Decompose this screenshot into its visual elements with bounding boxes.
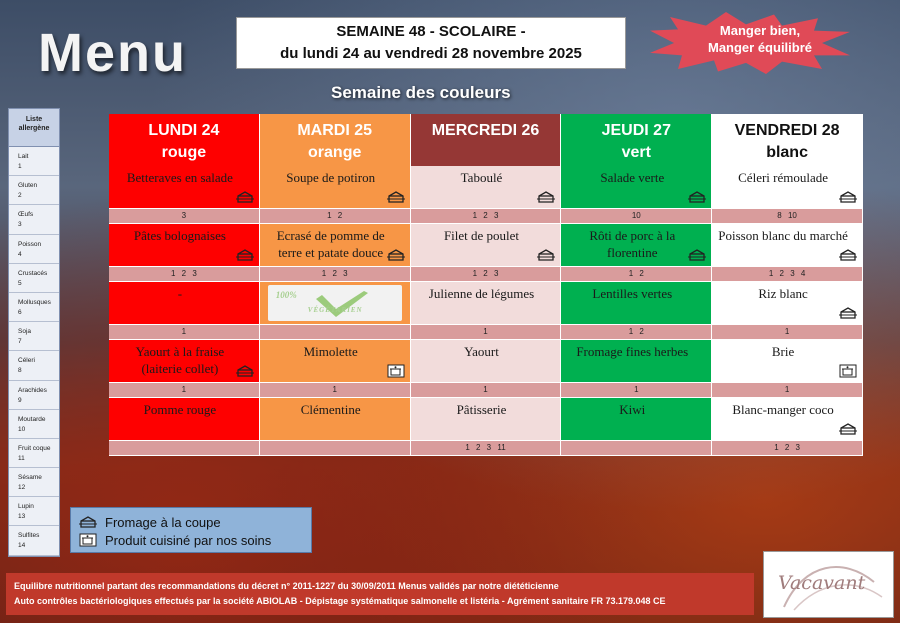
allergen-code-row bbox=[109, 266, 863, 282]
allergen-item bbox=[9, 322, 59, 351]
allergen-number: 3 bbox=[18, 221, 22, 229]
day-color-name: rouge bbox=[161, 144, 207, 161]
allergen-item bbox=[9, 147, 59, 176]
allergen-name: Moutarde bbox=[18, 415, 46, 423]
allergen-list-header bbox=[9, 109, 59, 147]
allergen-codes: 10 bbox=[561, 209, 712, 223]
allergen-number: 4 bbox=[18, 250, 22, 258]
cheese-cut-icon bbox=[387, 190, 405, 204]
day-header-3 bbox=[411, 114, 562, 166]
allergen-codes: 8 10 bbox=[712, 209, 863, 223]
day-header-2 bbox=[260, 114, 411, 166]
dish-name: Pâtisserie bbox=[456, 402, 507, 417]
allergen-codes bbox=[109, 441, 260, 455]
homemade-pot-icon bbox=[79, 533, 97, 547]
dish-row bbox=[109, 398, 863, 440]
week-info-box bbox=[236, 17, 626, 69]
allergen-number: 6 bbox=[18, 308, 22, 316]
dish-name: Kiwi bbox=[619, 402, 646, 417]
slogan-line-1: Manger bien, bbox=[719, 23, 801, 38]
allergen-codes: 3 bbox=[109, 209, 260, 223]
dish-cell bbox=[561, 166, 712, 208]
allergen-number: 13 bbox=[18, 513, 26, 521]
dish-cell bbox=[561, 340, 712, 382]
allergen-number: 8 bbox=[18, 367, 22, 375]
allergen-number: 5 bbox=[18, 279, 22, 287]
dish-cell bbox=[411, 166, 562, 208]
dish-name: Lentilles vertes bbox=[592, 286, 673, 301]
allergen-codes: 1 2 3 bbox=[260, 267, 411, 281]
dish-cell bbox=[712, 340, 863, 382]
day-name: MERCREDI 26 bbox=[431, 122, 540, 139]
allergen-code-row bbox=[109, 208, 863, 224]
cheese-cut-icon bbox=[236, 190, 254, 204]
allergen-codes: 1 2 bbox=[561, 325, 712, 339]
cheese-cut-icon bbox=[537, 190, 555, 204]
day-header-5 bbox=[712, 114, 863, 166]
dish-name: Riz blanc bbox=[758, 286, 808, 301]
allergen-name: Lupin bbox=[18, 503, 34, 511]
vegetarian-badge bbox=[268, 285, 402, 321]
dish-cell bbox=[411, 224, 562, 266]
legend-row-cut bbox=[79, 513, 303, 531]
allergen-name: Sulfites bbox=[18, 532, 40, 540]
cheese-cut-icon bbox=[236, 364, 254, 378]
allergen-codes: 1 2 3 bbox=[109, 267, 260, 281]
dish-name: Yaourt bbox=[464, 344, 499, 359]
allergen-codes: 1 2 3 bbox=[411, 209, 562, 223]
allergen-code-row bbox=[109, 440, 863, 456]
dish-name: - bbox=[177, 286, 183, 301]
allergen-codes: 1 bbox=[411, 325, 562, 339]
dish-name: Betteraves en salade bbox=[126, 170, 233, 185]
vegetarian-percent: 100% bbox=[275, 290, 297, 300]
dish-cell bbox=[260, 166, 411, 208]
dish-name: Clémentine bbox=[300, 402, 361, 417]
legend-homemade-label: Produit cuisiné par nos soins bbox=[105, 532, 272, 548]
cheese-cut-icon bbox=[236, 248, 254, 262]
allergen-item bbox=[9, 439, 59, 468]
week-dates: du lundi 24 au vendredi 28 novembre 2025 bbox=[280, 45, 582, 62]
cheese-cut-icon bbox=[387, 248, 405, 262]
allergen-item bbox=[9, 410, 59, 439]
cheese-cut-icon bbox=[79, 515, 97, 529]
allergen-codes: 1 2 bbox=[561, 267, 712, 281]
allergen-name: Sésame bbox=[18, 474, 42, 482]
cheese-cut-icon bbox=[688, 248, 706, 262]
allergen-list bbox=[8, 108, 60, 557]
dish-name: Pomme rouge bbox=[143, 402, 217, 417]
dish-name: Filet de poulet bbox=[443, 228, 520, 243]
dish-cell bbox=[260, 398, 411, 440]
dish-name: Pâtes bolognaises bbox=[133, 228, 226, 243]
day-header-row bbox=[109, 114, 863, 166]
dish-cell bbox=[411, 282, 562, 324]
dish-name: Yaourt à la fraise (laiterie collet) bbox=[135, 344, 225, 376]
footer-line-2: Auto contrôles bactériologiques effectués par la société ABIOLAB - Dépistage systématique salmonelle et listéria - Agrément sanitaire FR 73.179.048 CE bbox=[14, 596, 666, 606]
allergen-item bbox=[9, 526, 59, 555]
allergen-codes: 1 bbox=[109, 325, 260, 339]
allergen-name: Poisson bbox=[18, 240, 42, 248]
week-theme-subtitle: Semaine des couleurs bbox=[331, 83, 511, 102]
dish-cell bbox=[712, 224, 863, 266]
dish-cell bbox=[260, 340, 411, 382]
allergen-number: 12 bbox=[18, 484, 26, 492]
allergen-codes: 1 bbox=[561, 383, 712, 397]
allergen-name: Céleri bbox=[18, 357, 35, 365]
day-color-name: orange bbox=[308, 144, 362, 161]
allergen-codes: 1 2 3 4 bbox=[712, 267, 863, 281]
allergen-code-row bbox=[109, 382, 863, 398]
week-label: SEMAINE 48 - SCOLAIRE - bbox=[336, 23, 526, 40]
allergen-name: Œufs bbox=[18, 211, 34, 219]
allergen-codes bbox=[260, 441, 411, 455]
allergen-codes: 1 bbox=[411, 383, 562, 397]
allergen-item bbox=[9, 235, 59, 264]
dish-cell bbox=[712, 166, 863, 208]
allergen-codes: 1 2 3 11 bbox=[411, 441, 562, 455]
allergen-codes: 1 2 3 bbox=[411, 267, 562, 281]
allergen-codes: 1 bbox=[260, 383, 411, 397]
dish-cell bbox=[561, 224, 712, 266]
allergen-item bbox=[9, 468, 59, 497]
allergen-name: Arachides bbox=[18, 386, 47, 394]
dish-cell bbox=[109, 398, 260, 440]
allergen-header-line-1: Liste bbox=[25, 116, 43, 123]
day-header-1 bbox=[109, 114, 260, 166]
cheese-cut-icon bbox=[688, 190, 706, 204]
day-color-name: blanc bbox=[766, 144, 808, 161]
allergen-item bbox=[9, 381, 59, 410]
allergen-item bbox=[9, 497, 59, 526]
allergen-number: 11 bbox=[18, 454, 25, 462]
allergen-header-line-2: allergène bbox=[18, 125, 50, 132]
dish-cell bbox=[411, 398, 562, 440]
allergen-name: Gluten bbox=[18, 182, 38, 190]
cheese-cut-icon bbox=[537, 248, 555, 262]
allergen-name: Fruit coque bbox=[18, 444, 51, 452]
dish-row bbox=[109, 166, 863, 208]
dish-name: Salade verte bbox=[600, 170, 665, 185]
vegetarian-label: VÉGÉTARIEN bbox=[307, 306, 363, 314]
day-header-4 bbox=[561, 114, 712, 166]
day-color-name: vert bbox=[621, 144, 651, 161]
allergen-codes bbox=[561, 441, 712, 455]
dish-name: Fromage fines herbes bbox=[576, 344, 689, 359]
menu-title: Menu bbox=[38, 23, 187, 83]
homemade-pot-icon bbox=[387, 364, 405, 378]
allergen-item bbox=[9, 176, 59, 205]
allergen-item bbox=[9, 351, 59, 380]
allergen-number: 9 bbox=[18, 396, 22, 404]
allergen-code-row bbox=[109, 324, 863, 340]
allergen-number: 14 bbox=[18, 542, 26, 550]
footer-notice bbox=[6, 573, 754, 615]
company-logo bbox=[763, 551, 894, 618]
allergen-item bbox=[9, 293, 59, 322]
dish-name: Julienne de légumes bbox=[428, 286, 535, 301]
dish-cell bbox=[411, 340, 562, 382]
allergen-number: 2 bbox=[18, 192, 22, 200]
legend-row-homemade bbox=[79, 531, 303, 549]
dish-cell bbox=[109, 224, 260, 266]
footer-line-1: Equilibre nutritionnel partant des recommandations du décret n° 2011-1227 du 30/09/2011 Menus validés par notre diététicienne bbox=[14, 581, 559, 591]
dish-row bbox=[109, 340, 863, 382]
allergen-number: 7 bbox=[18, 338, 22, 346]
cheese-cut-icon bbox=[839, 306, 857, 320]
dish-name: Taboulé bbox=[460, 170, 503, 185]
cheese-cut-icon bbox=[839, 248, 857, 262]
legend bbox=[70, 507, 312, 553]
allergen-name: Soja bbox=[18, 328, 32, 336]
allergen-codes: 1 bbox=[712, 325, 863, 339]
allergen-name: Lait bbox=[18, 153, 29, 160]
dish-cell bbox=[109, 340, 260, 382]
dish-name: Rôti de porc à la florentine bbox=[589, 228, 676, 260]
dish-cell bbox=[260, 224, 411, 266]
day-name: LUNDI 24 bbox=[148, 122, 220, 139]
cheese-cut-icon bbox=[839, 422, 857, 436]
dish-cell bbox=[712, 398, 863, 440]
dish-name: Blanc-manger coco bbox=[732, 402, 834, 417]
allergen-number: 10 bbox=[18, 425, 26, 433]
dish-cell bbox=[561, 282, 712, 324]
slogan-line-2: Manger équilibré bbox=[707, 40, 813, 55]
allergen-codes: 1 2 3 bbox=[712, 441, 863, 455]
day-name: VENDREDI 28 bbox=[734, 122, 840, 139]
allergen-item bbox=[9, 205, 59, 234]
slogan-text bbox=[690, 22, 830, 56]
dish-row bbox=[109, 282, 863, 324]
allergen-codes: 1 bbox=[712, 383, 863, 397]
allergen-item bbox=[9, 264, 59, 293]
allergen-codes: 1 2 bbox=[260, 209, 411, 223]
legend-cut-label: Fromage à la coupe bbox=[105, 514, 221, 530]
dish-row bbox=[109, 224, 863, 266]
allergen-name: Crustacés bbox=[18, 269, 48, 277]
allergen-number: 1 bbox=[18, 163, 22, 170]
dish-name: Mimolette bbox=[303, 344, 358, 359]
menu-grid bbox=[109, 114, 863, 456]
allergen-name: Mollusques bbox=[18, 298, 51, 306]
dish-name: Céleri rémoulade bbox=[738, 170, 829, 185]
dish-name: Poisson blanc du marché bbox=[718, 228, 848, 243]
day-name: JEUDI 27 bbox=[601, 122, 671, 139]
dish-name: Brie bbox=[771, 344, 795, 359]
day-name: MARDI 25 bbox=[297, 122, 373, 139]
cheese-cut-icon bbox=[839, 190, 857, 204]
dish-cell bbox=[712, 282, 863, 324]
dish-cell bbox=[260, 282, 411, 324]
allergen-codes: 1 bbox=[109, 383, 260, 397]
allergen-codes bbox=[260, 325, 411, 339]
dish-name: Soupe de potiron bbox=[286, 170, 376, 185]
homemade-pot-icon bbox=[839, 364, 857, 378]
dish-cell bbox=[109, 166, 260, 208]
dish-name: Ecrasé de pomme de terre et patate douce bbox=[276, 228, 385, 260]
dish-cell bbox=[109, 282, 260, 324]
logo-text: Vacavant bbox=[778, 572, 866, 594]
dish-cell bbox=[561, 398, 712, 440]
